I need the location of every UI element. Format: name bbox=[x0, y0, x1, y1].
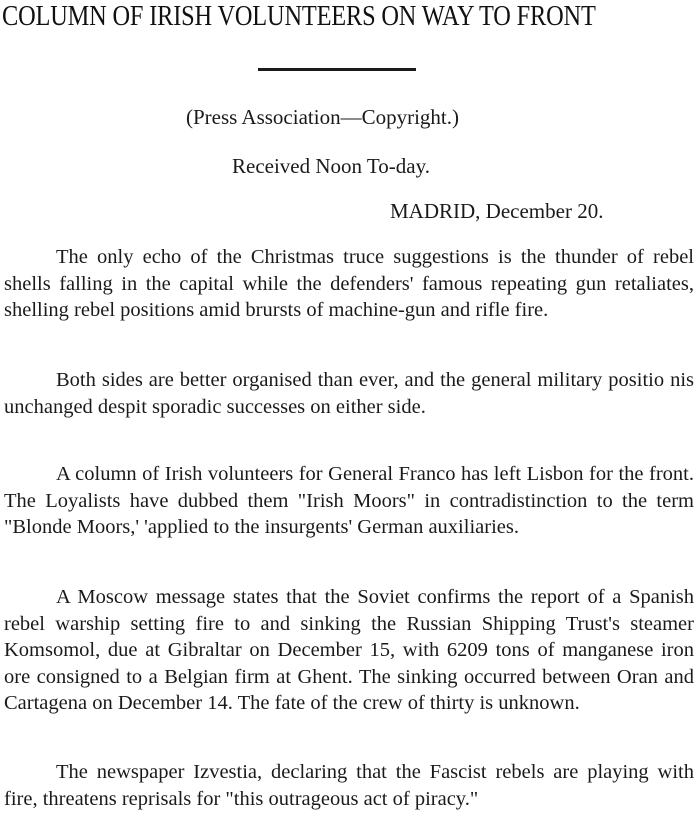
headline: COLUMN OF IRISH VOLUNTEERS ON WAY TO FRONT bbox=[2, 0, 596, 32]
article-paragraph: A Moscow message states that the Soviet confirms the report of a Spanish rebel warship setting fire to and sinking the Russian Shipping Trust's steamer Komsomol, due at Gibraltar on December 15, with 6209 tons of manganese iron ore consigned to a Belgian firm at Ghent. The sinking occurred between Oran and Cartagena on December 14. The fate of the crew of thirty is unknown. bbox=[4, 586, 694, 714]
dateline: MADRID, December 20. bbox=[390, 199, 604, 223]
article-paragraph: Both sides are better organised than ever, and the general military positio nis unchanged despit sporadic successes on either side. bbox=[4, 369, 694, 418]
received-time: Received Noon To-day. bbox=[232, 154, 430, 178]
article-paragraph: The only echo of the Christmas truce suggestions is the thunder of rebel shells falling in the capital while the defenders' famous repeating gun retaliates, shelling rebel positions amid brursts of machine-gun and rifle fire. bbox=[4, 246, 694, 321]
press-credit: (Press Association—Copyright.) bbox=[186, 105, 459, 129]
headline-divider bbox=[258, 68, 416, 71]
article-paragraph: A column of Irish volunteers for General Franco has left Lisbon for the front. The Loyalists have dubbed them "Irish Moors" in contradistinction to the term "Blonde Moors,' 'applied to the insurgents' German auxiliaries. bbox=[4, 463, 694, 538]
article-paragraph: The newspaper Izvestia, declaring that the Fascist rebels are playing with fire, threatens reprisals for "this outrageous act of piracy." bbox=[4, 761, 694, 810]
